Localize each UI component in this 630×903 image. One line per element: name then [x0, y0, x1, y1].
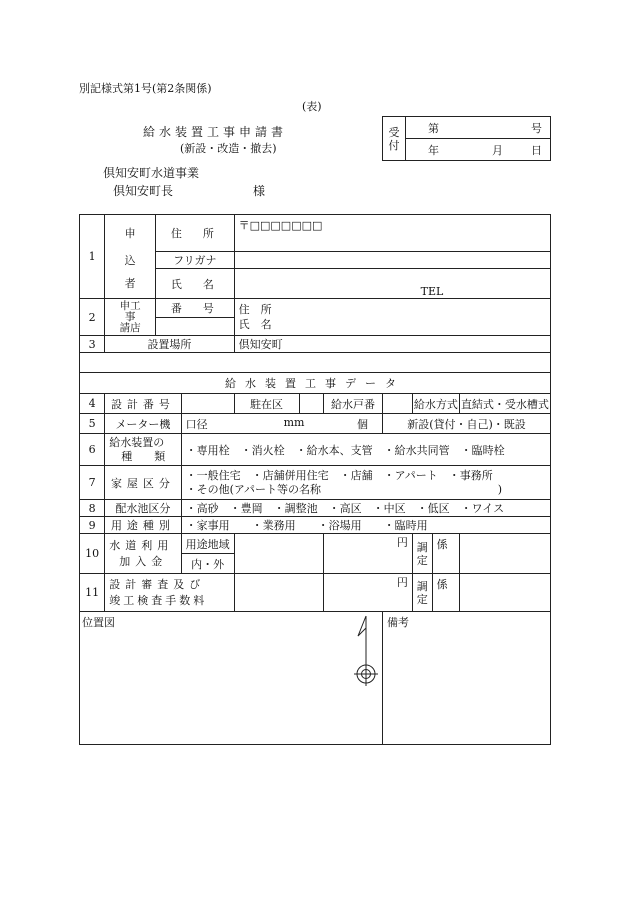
site-value: 倶知安町: [238, 338, 283, 351]
remarks-label: 備考: [387, 616, 410, 629]
inspection-amount-field-a[interactable]: [234, 574, 323, 612]
furigana-label: フリガナ: [156, 252, 235, 269]
location-map-label: 位置図: [82, 616, 115, 629]
postal-code: 〒□□□□□□□: [238, 219, 323, 232]
row-num-1: 1: [80, 215, 105, 299]
device-type-label: 給水装置の 種 類: [105, 434, 181, 466]
row-num-5: 5: [80, 414, 105, 434]
inout-label: 内・外: [181, 554, 234, 574]
row-num-3: 3: [80, 336, 105, 353]
honorific: 様: [253, 184, 266, 198]
application-form: [79, 214, 551, 745]
remarks-area[interactable]: [383, 612, 551, 745]
receipt-number-field[interactable]: 第 号: [406, 117, 551, 139]
row-num-10: 10: [80, 534, 105, 574]
device-type-options[interactable]: ・専用栓 ・消火栓 ・給水本、支管 ・給水共同管 ・臨時栓: [181, 434, 550, 466]
receipt-box: [382, 116, 551, 161]
applicant-name-label: 氏 名: [156, 269, 235, 299]
furigana-field[interactable]: [234, 252, 550, 269]
row-num-6: 6: [80, 434, 105, 466]
row-num-8: 8: [80, 500, 105, 517]
location-map-area[interactable]: [80, 612, 383, 745]
row-num-9: 9: [80, 517, 105, 534]
contractor-name-label: 氏 名: [238, 318, 272, 331]
blank-row: [80, 353, 551, 373]
receipt-date-field[interactable]: 年 月 日: [406, 139, 551, 161]
inspection-kakari: 係: [432, 574, 459, 612]
row-num-11: 11: [80, 574, 105, 612]
inspection-label: 設計審査及び 竣工検査手数料: [105, 574, 234, 612]
row-num-7: 7: [80, 466, 105, 500]
meter-diameter-field[interactable]: 口径 mm 個: [181, 414, 382, 434]
contractor-number-label: 番 号: [156, 299, 235, 318]
method-label: 給水方式: [412, 394, 459, 414]
form-reference: 別記様式第1号(第2条関係): [79, 82, 212, 95]
applicant-name-field[interactable]: [234, 269, 550, 299]
method-options[interactable]: 直結式・受水槽式: [459, 394, 550, 414]
contractor-number-field[interactable]: [156, 318, 235, 336]
household-field[interactable]: [383, 394, 413, 414]
site-label: 設置場所: [105, 336, 234, 353]
data-section-header: 給水装置工事データ: [80, 373, 551, 394]
form-title: 給水装置工事申請書: [143, 125, 288, 139]
applicant-label-c: 者: [105, 269, 156, 299]
house-class-options[interactable]: ・一般住宅 ・店舗併用住宅 ・店舗 ・アパート ・事務所 ・その他(アパート等の名称 ): [181, 466, 550, 500]
pool-class-label: 配水池区分: [105, 500, 181, 517]
meter-label: メーター機: [105, 414, 181, 434]
row-num-2: 2: [80, 299, 105, 336]
inspection-kakari-field[interactable]: [459, 574, 550, 612]
inspection-amount-field-b[interactable]: 円: [323, 574, 412, 612]
pool-class-options[interactable]: ・高砂 ・豊岡 ・調整池 ・高区 ・中区 ・低区 ・ワイス: [181, 500, 550, 517]
row-num-4: 4: [80, 394, 105, 414]
applicant-label-b: 込: [105, 252, 156, 269]
fee-label: 水道利用 加入金: [105, 534, 181, 574]
house-class-label: 家屋区分: [105, 466, 181, 500]
addressee-mayor: 倶知安町長: [113, 184, 174, 198]
site-field[interactable]: [234, 336, 550, 353]
contractor-address-label: 住 所: [238, 303, 272, 316]
fee-chotei: 調 定: [412, 534, 432, 574]
contractor-label: 申工 事 請店: [105, 299, 156, 336]
north-arrow-icon: [350, 614, 382, 694]
tel-label: TEL: [420, 285, 444, 298]
receipt-label: 受 付: [383, 117, 406, 161]
district-label: 駐在区: [234, 394, 299, 414]
applicant-label-a: 申: [105, 215, 156, 252]
form-subtitle: (新設・改造・撤去): [180, 142, 277, 155]
addressee-org: 倶知安町水道事業: [103, 166, 200, 180]
meter-new-type[interactable]: 新設(貸付・自己)・既設: [383, 414, 551, 434]
district-field[interactable]: [299, 394, 323, 414]
fee-amount-field-a[interactable]: [234, 534, 323, 574]
design-number-field[interactable]: [181, 394, 234, 414]
usage-type-options[interactable]: ・家事用 ・業務用 ・浴場用 ・臨時用: [181, 517, 550, 534]
fee-amount-field-b[interactable]: 円: [323, 534, 412, 574]
contractor-info-field[interactable]: [234, 299, 550, 336]
inspection-chotei: 調 定: [412, 574, 432, 612]
side-label: (表): [302, 100, 322, 113]
fee-kakari: 係: [432, 534, 459, 574]
household-label: 給水戸番: [323, 394, 382, 414]
usage-type-label: 用途種別: [105, 517, 181, 534]
applicant-address-label: 住 所: [156, 215, 235, 252]
area-label: 用途地域: [181, 534, 234, 554]
design-number-label: 設計番号: [105, 394, 181, 414]
applicant-address-field[interactable]: [234, 215, 550, 252]
fee-kakari-field[interactable]: [459, 534, 550, 574]
